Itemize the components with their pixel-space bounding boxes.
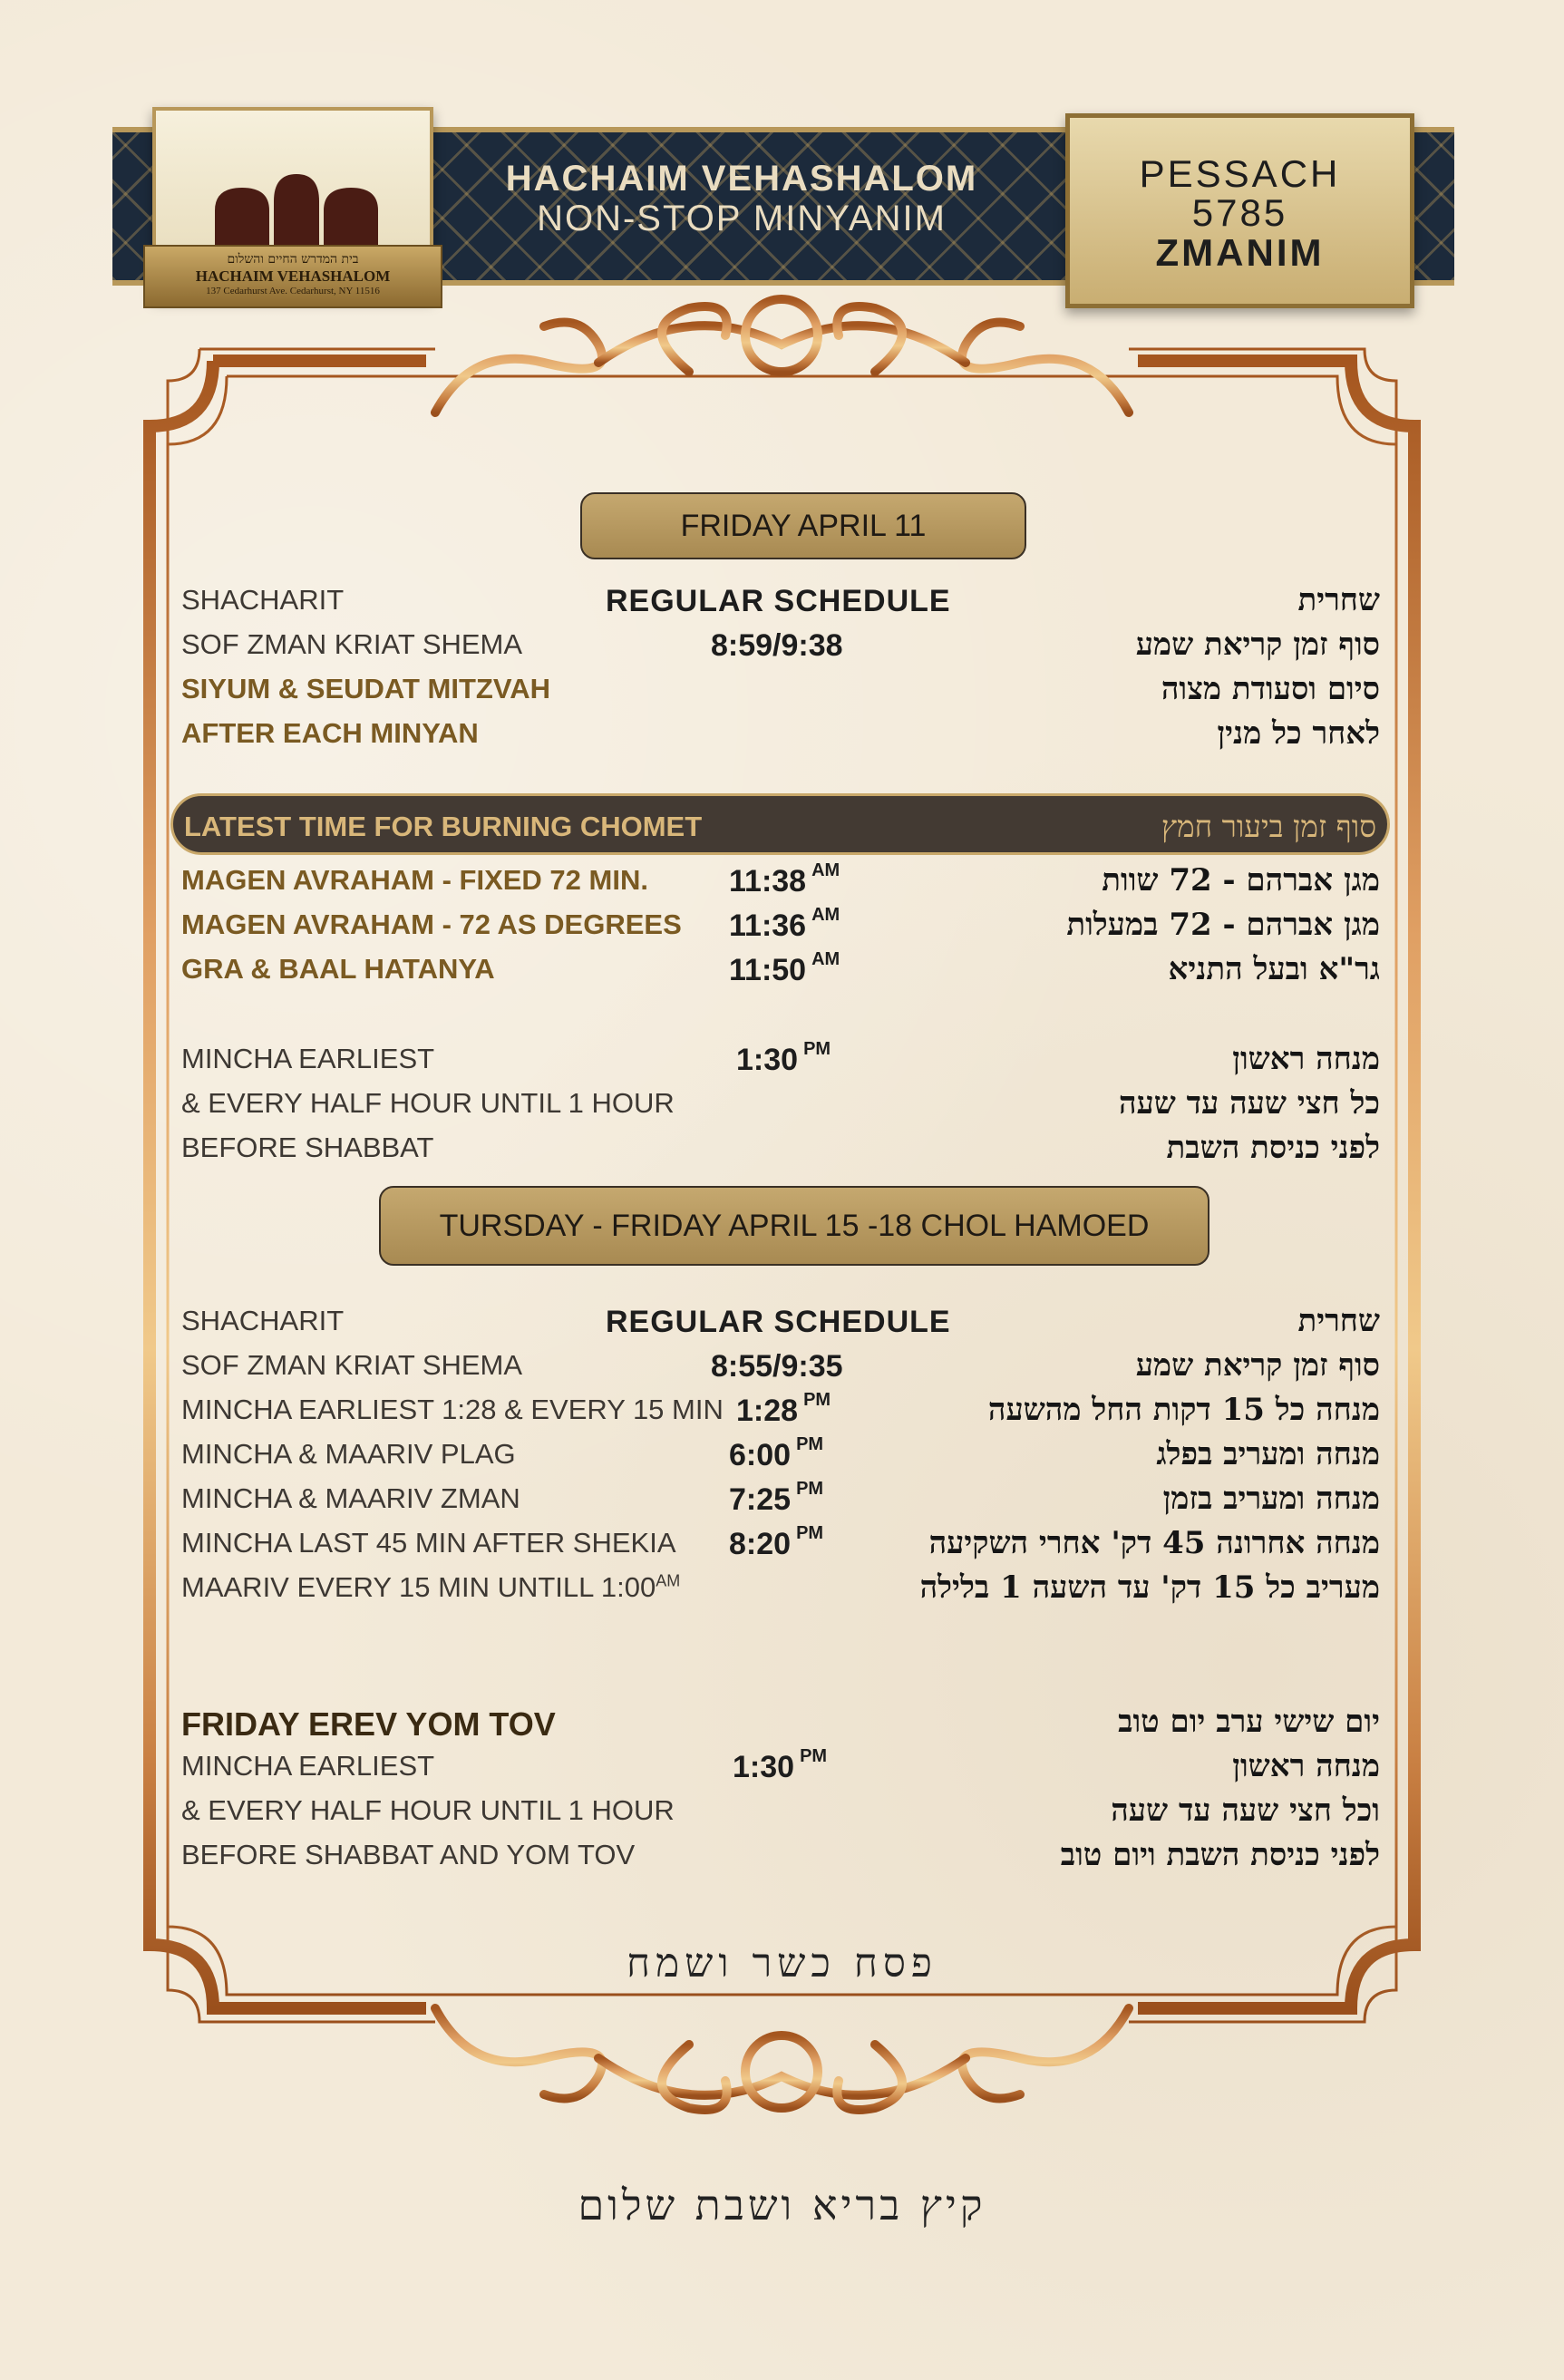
row-english: SOF ZMAN KRIAT SHEMA — [181, 628, 523, 660]
row-hebrew: וכל חצי שעה עד שעה — [1111, 1792, 1380, 1829]
row-english: MAARIV EVERY 15 MIN UNTILL $1:00^{AM}$ — [181, 1571, 681, 1603]
row-hebrew: מגן אברהם - 72 במעלות — [1066, 907, 1380, 943]
chometz-row — [181, 949, 1380, 995]
schedule-row — [181, 1390, 1380, 1435]
chometz-banner-english: LATEST TIME FOR BURNING CHOMET — [184, 811, 703, 842]
badge-line-3: ZMANIM — [1155, 231, 1325, 274]
row-hebrew: מנחה אחרונה 45 דק' אחרי השקיעה — [928, 1525, 1380, 1561]
row-hebrew: מנחה ראשון — [1232, 1041, 1380, 1077]
badge-line-2: 5785 — [1191, 191, 1288, 234]
schedule-row — [181, 717, 1380, 759]
row-hebrew: מנחה ראשון — [1232, 1748, 1380, 1784]
row-english: MINCHA & MAARIV ZMAN — [181, 1482, 520, 1514]
row-english: BEFORE SHABBAT AND YOM TOV — [181, 1839, 636, 1870]
schedule-row — [181, 1794, 1380, 1836]
row-hebrew: סוף זמן קריאת שמע — [1135, 627, 1380, 663]
schedule-row — [181, 1349, 1380, 1391]
schedule-row — [181, 1705, 1380, 1751]
top-flourish — [435, 299, 1129, 413]
schedule-row — [181, 1039, 1380, 1084]
schedule-row — [181, 1132, 1380, 1173]
row-hebrew: מעריב כל 15 דק' עד השעה 1 בלילה — [919, 1569, 1380, 1606]
row-time: 1:30 $^{PM}$ — [736, 1039, 831, 1077]
schedule-row — [181, 1434, 1380, 1480]
schedule-row — [181, 628, 1380, 670]
row-time: 6:00 $^{PM}$ — [729, 1434, 824, 1472]
section-title-english: FRIDAY EREV YOM TOV — [181, 1705, 556, 1743]
row-english: SOF ZMAN KRIAT SHEMA — [181, 1349, 523, 1381]
row-hebrew: סיום וסעודת מצוה — [1161, 671, 1380, 707]
title-line-1: HACHAIM VEHASHALOM — [505, 159, 978, 199]
synagogue-logo — [152, 107, 433, 297]
signoff-greeting: קיץ בריא ושבת שלום — [578, 2181, 986, 2229]
row-hebrew: מנחה ומעריב בפלג — [1156, 1436, 1380, 1472]
row-english: MINCHA EARLIEST — [181, 1043, 435, 1074]
row-time: 1:30 $^{PM}$ — [733, 1746, 828, 1784]
row-time: 8:20 $^{PM}$ — [729, 1523, 824, 1561]
chometz-banner — [170, 793, 1390, 855]
logo-plate — [143, 245, 442, 308]
arches-icon — [206, 174, 387, 247]
row-english: MINCHA & MAARIV PLAG — [181, 1438, 516, 1470]
row-hebrew: סוף זמן קריאת שמע — [1135, 1347, 1380, 1384]
row-hebrew: שחרית — [1297, 1303, 1380, 1339]
row-time: REGULAR SCHEDULE — [606, 584, 951, 618]
row-english: SIYUM & SEUDAT MITZVAH — [181, 673, 551, 704]
row-time: 11:36 $^{AM}$ — [729, 905, 840, 943]
row-time: REGULAR SCHEDULE — [606, 1305, 951, 1339]
banner-title — [479, 159, 1005, 238]
row-hebrew: כל חצי שעה עד שעה — [1118, 1085, 1380, 1122]
row-english: MAGEN AVRAHAM - FIXED 72 MIN. — [181, 864, 648, 896]
row-english: MINCHA EARLIEST — [181, 1750, 435, 1782]
row-time: 1:28 $^{PM}$ — [736, 1390, 831, 1428]
chometz-row — [181, 860, 1380, 906]
row-english: MAGEN AVRAHAM - 72 AS DEGREES — [181, 908, 682, 940]
schedule-row — [181, 1479, 1380, 1524]
logo-address: 137 Cedarhurst Ave. Cedarhurst, NY 11516 — [206, 286, 380, 296]
logo-hebrew: בית המדרש החיים והשלום — [227, 252, 359, 267]
row-hebrew: גר"א ובעל התניא — [1168, 951, 1380, 987]
schedule-row — [181, 1571, 1380, 1613]
row-hebrew: לפני כניסת השבת ויום טוב — [1060, 1837, 1380, 1873]
pessach-zmanim-badge — [1065, 113, 1414, 308]
row-hebrew: לאחר כל מנין — [1217, 715, 1380, 752]
row-english: & EVERY HALF HOUR UNTIL 1 HOUR — [181, 1794, 675, 1826]
row-hebrew: מנחה כל 15 דקות החל מהשעה — [987, 1392, 1380, 1428]
badge-line-1: PESSACH — [1139, 152, 1341, 195]
row-english: MINCHA EARLIEST 1:28 & EVERY 15 MIN — [181, 1394, 724, 1425]
schedule-row — [181, 1746, 1380, 1792]
row-english: SHACHARIT — [181, 1305, 345, 1336]
section-title-hebrew: יום שישי ערב יום טוב — [1118, 1704, 1380, 1740]
row-hebrew: מגן אברהם - 72 שוות — [1102, 862, 1380, 899]
row-hebrew: מנחה ומעריב בזמן — [1162, 1481, 1380, 1517]
row-english: & EVERY HALF HOUR UNTIL 1 HOUR — [181, 1087, 675, 1119]
chol-hamoed-heading: TURSDAY - FRIDAY APRIL 15 -18 CHOL HAMOED — [379, 1186, 1209, 1266]
row-english: AFTER EACH MINYAN — [181, 717, 479, 749]
title-line-2: NON-STOP MINYANIM — [537, 199, 947, 238]
row-time: 7:25 $^{PM}$ — [729, 1479, 824, 1517]
chometz-row — [181, 905, 1380, 950]
logo-name: HACHAIM VEHASHALOM — [195, 267, 391, 285]
schedule-row — [181, 1305, 1380, 1346]
row-hebrew: שחרית — [1297, 582, 1380, 618]
chometz-banner-hebrew: סוף זמן ביעור חמץ — [1161, 809, 1376, 844]
pesach-greeting: פסח כשר ושמח — [627, 1940, 937, 1987]
schedule-row — [181, 1839, 1380, 1880]
bottom-flourish — [435, 2008, 1129, 2110]
row-english: GRA & BAAL HATANYA — [181, 953, 495, 985]
schedule-row — [181, 673, 1380, 714]
row-hebrew: לפני כניסת השבת — [1166, 1130, 1380, 1166]
row-time: 8:55/9:35 — [711, 1349, 843, 1384]
row-time: 11:50 $^{AM}$ — [729, 949, 840, 987]
row-time: 11:38 $^{AM}$ — [729, 860, 840, 899]
row-time: 8:59/9:38 — [711, 628, 843, 663]
row-english: BEFORE SHABBAT — [181, 1132, 434, 1163]
schedule-row — [181, 1523, 1380, 1569]
row-english: SHACHARIT — [181, 584, 345, 616]
schedule-row — [181, 1087, 1380, 1129]
row-english: MINCHA LAST 45 MIN AFTER SHEKIA — [181, 1527, 676, 1559]
friday-heading: FRIDAY APRIL 11 — [580, 492, 1026, 559]
schedule-row — [181, 584, 1380, 626]
